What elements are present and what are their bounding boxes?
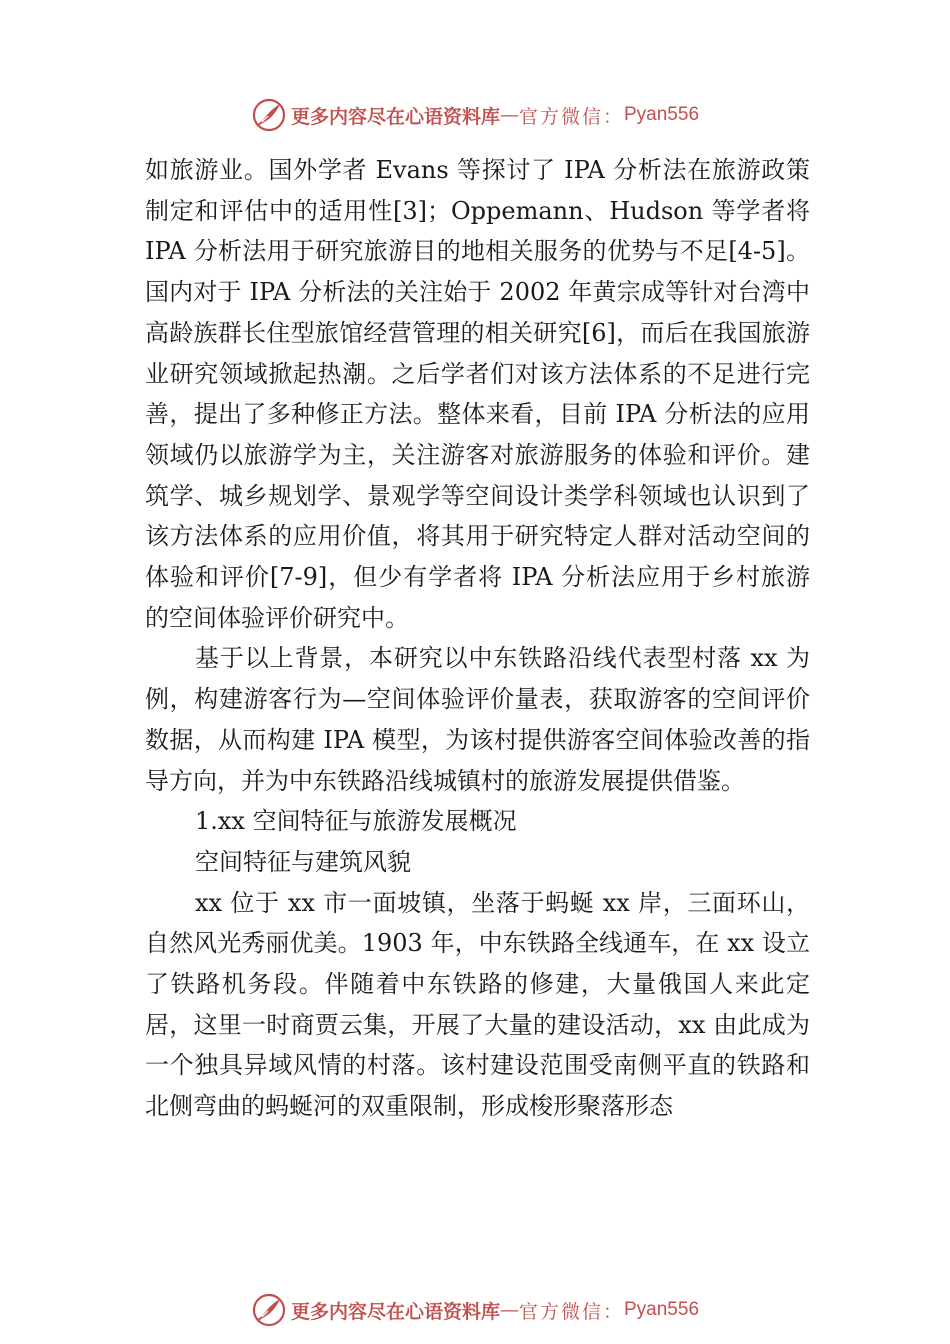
subsection-heading: 空间特征与建筑风貌 — [195, 847, 411, 876]
wechat-label: 官方微信： — [518, 105, 624, 128]
paragraph-research-background: 基于以上背景，本研究以中东铁路沿线代表型村落 xx 为例，构建游客行为—空间体验评价量表，获取游客的空间评价数据，从而构建 IPA 模型，为该村提供游客空间体验改善的指导方向，并为中东铁路沿线城镇村的旅游发展提供借鉴。 — [145, 644, 810, 795]
paragraph-ipa-literature: 如旅游业。国外学者 Evans 等探讨了 IPA 分析法在旅游政策制定和评估中的适用性[3]；Oppemann、Hudson 等学者将 IPA 分析法用于研究旅游目的地相关服务的优势与不足[4-5]。国内对于 IPA 分析法的关注始于 2002 年黄宗成等针对台湾中高龄族群长住型旅馆经营管理的相关研究[6]，而后在我国旅游业研究领域掀起热潮。之后学者们对该方法体系的不足进行完善，提出了多种修正方法。整体来看，目前 IPA 分析法的应用领域仍以旅游学为主，关注游客对旅游服务的体验和评价。建筑学、城乡规划学、景观学等空间设计类学科领域也认识到了该方法体系的应用价值，将其用于研究特定人群对活动空间的体验和评价[7-9]，但少有学者将 IPA 分析法应用于乡村旅游的空间体验评价研究中。 — [145, 156, 810, 632]
footer-banner — [0, 1290, 950, 1330]
banner-separator: — — [499, 104, 519, 126]
site-name: 更多内容尽在心语资料库 — [290, 1300, 500, 1323]
wechat-label: 官方微信： — [518, 1300, 624, 1323]
banner-separator: — — [499, 1299, 519, 1321]
section-heading: 1.xx 空间特征与旅游发展概况 — [195, 807, 517, 836]
paragraph-spatial-features: xx 位于 xx 市一面坡镇，坐落于蚂蜒 xx 岸，三面环山，自然风光秀丽优美。1903 年，中东铁路全线通车，在 xx 设立了铁路机务段。伴随着中东铁路的修建，大量俄国人来此定居，这里一时商贾云集，开展了大量的建设活动，xx 由此成为一个独具异域风情的村落。该村建设范围受南侧平直的铁路和北侧弯曲的蚂蜒河的双重限制，形成梭形聚落形态 — [145, 888, 810, 1121]
quill-logo-icon — [251, 1292, 287, 1328]
wechat-id: Pyan556 — [624, 104, 700, 125]
wechat-id: Pyan556 — [624, 1299, 700, 1320]
header-banner — [0, 95, 950, 135]
quill-logo-icon — [251, 97, 287, 133]
site-name: 更多内容尽在心语资料库 — [290, 105, 500, 128]
document-body — [145, 150, 810, 1127]
